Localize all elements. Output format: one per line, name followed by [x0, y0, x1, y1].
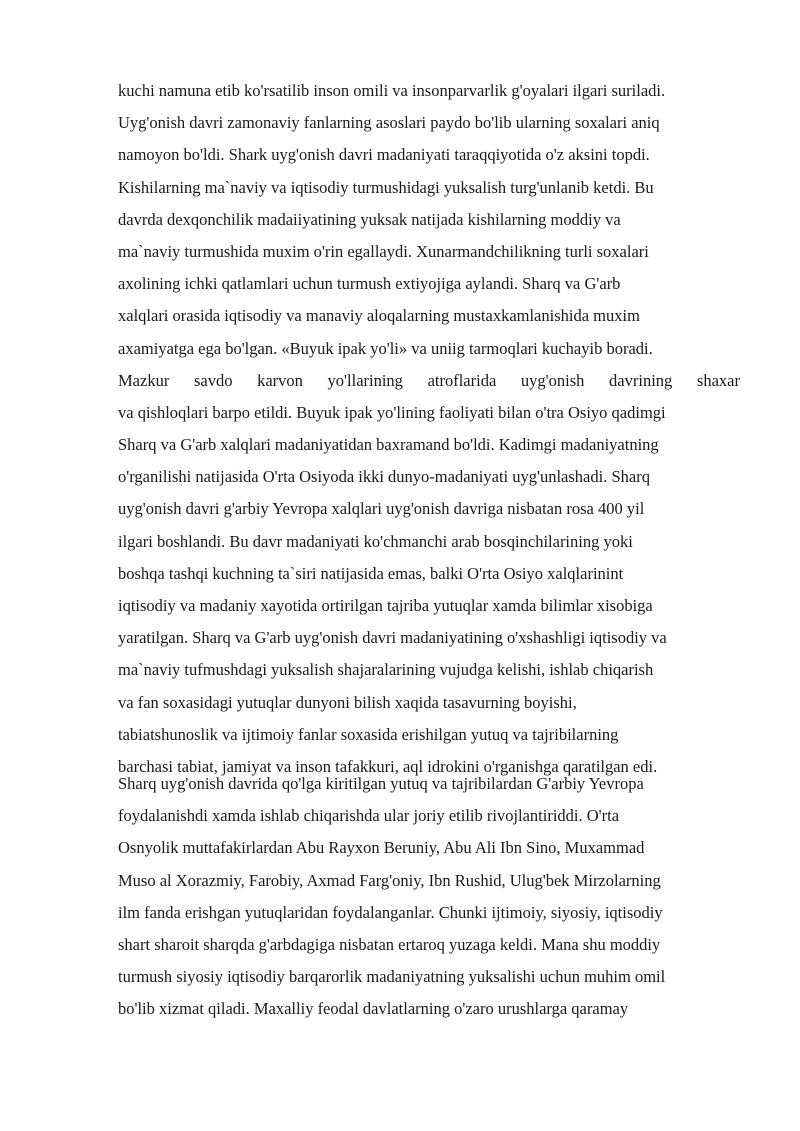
text-line: bo'lib xizmat qiladi. Maxalliy feodal davlatlarning o'zaro urushlarga qaramay: [118, 999, 629, 1019]
text-line: uyg'onish davri g'arbiy Yevropa xalqlari uyg'onish davriga nisbatan rosa 400 yil: [118, 499, 645, 519]
text-line: shart sharoit sharqda g'arbdagiga nisbatan ertaroq yuzaga keldi. Mana shu moddiy: [118, 934, 661, 954]
text-line: Muso al Xorazmiy, Farobiy, Axmad Farg'oniy, Ibn Rushid, Ulug'bek Mirzolarning: [118, 870, 661, 890]
text-line: xalqlari orasida iqtisodiy va manaviy aloqalarning mustaxkamlanishida muxim: [118, 306, 640, 326]
text-line: namoyon bo'ldi. Shark uyg'onish davri madaniyati taraqqiyotida o'z aksini topdi.: [118, 145, 650, 165]
paragraph-1: [118, 75, 740, 783]
text-line: ma`naviy tufmushdagi yuksalish shajaralarining vujudga kelishi, ishlab chiqarish: [118, 660, 654, 680]
text-line: barchasi tabiat, jamiyat va inson tafakkuri, aql idrokini o'rganishga qaratilgan edi.: [118, 756, 658, 776]
text-line: turmush siyosiy iqtisodiy barqarorlik madaniyatning yuksalishi uchun muhim omil: [118, 967, 666, 987]
text-line: va qishloqlari barpo etildi. Buyuk ipak yo'lining faoliyati bilan o'tra Osiyo qadimgi: [118, 402, 666, 422]
text-line: kuchi namuna etib ko'rsatilib inson omili va insonparvarlik g'oyalari ilgari suriladi.: [118, 81, 666, 100]
text-line: ilm fanda erishgan yutuqlaridan foydalanganlar. Chunki ijtimoiy, siyosiy, iqtisodiy: [118, 902, 663, 922]
text-line: foydalanishdi xamda ishlab chiqarishda ular joriy etilib rivojlantiriddi. O'rta: [118, 806, 620, 826]
text-line: Mazkur savdo karvon yo'llarining atroflarida uyg'onish davrining shaxar: [118, 370, 740, 390]
text-line: ma`naviy turmushida muxim o'rin egallaydi. Xunarmandchilikning turli soxalari: [118, 241, 649, 261]
text-line: yaratilgan. Sharq va G'arb uyg'onish davri madaniyatining o'xshashligi iqtisodiy va: [118, 628, 667, 648]
text-line: va fan soxasidagi yutuqlar dunyoni bilish xaqida tasavurning boyishi,: [118, 692, 577, 712]
text-line: Sharq uyg'onish davrida qo'lga kiritilgan yutuq va tajribilardan G'arbiy Yevropa: [118, 774, 644, 793]
text-line: Sharq va G'arb xalqlari madaniyatidan baxramand bo'ldi. Kadimgi madaniyatning: [118, 435, 659, 455]
text-line: tabiatshunoslik va ijtimoiy fanlar soxasida erishilgan yutuq va tajribilarning: [118, 724, 619, 744]
text-line: o'rganilishi natijasida O'rta Osiyoda ikki dunyo-madaniyati uyg'unlashadi. Sharq: [118, 467, 650, 487]
paragraph-2: [118, 768, 740, 1026]
text-line: Uyg'onish davri zamonaviy fanlarning asoslari paydo bo'lib ularning soxalari aniq: [118, 113, 660, 133]
text-line: axolining ichki qatlamlari uchun turmush extiyojiga aylandi. Sharq va G'arb: [118, 274, 621, 294]
text-line: ilgari boshlandi. Bu davr madaniyati ko'chmanchi arab bosqinchilarining yoki: [118, 531, 633, 551]
text-line: boshqa tashqi kuchning ta`siri natijasida emas, balki O'rta Osiyo xalqlarinint: [118, 563, 624, 583]
text-line: Kishilarning ma`naviy va iqtisodiy turmushidagi yuksalish turg'unlanib ketdi. Bu: [118, 177, 654, 197]
text-line: davrda dexqonchilik madaiiyatining yuksak natijada kishilarning moddiy va: [118, 209, 621, 229]
text-line: iqtisodiy va madaniy xayotida ortirilgan tajriba yutuqlar xamda bilimlar xisobiga: [118, 596, 653, 615]
text-line: axamiyatga ega bo'lgan. «Buyuk ipak yo'li» va uniig tarmoqlari kuchayib boradi.: [118, 338, 653, 358]
text-line: Osnyolik muttafakirlardan Abu Rayxon Beruniy, Abu Ali Ibn Sino, Muxammad: [118, 838, 645, 858]
